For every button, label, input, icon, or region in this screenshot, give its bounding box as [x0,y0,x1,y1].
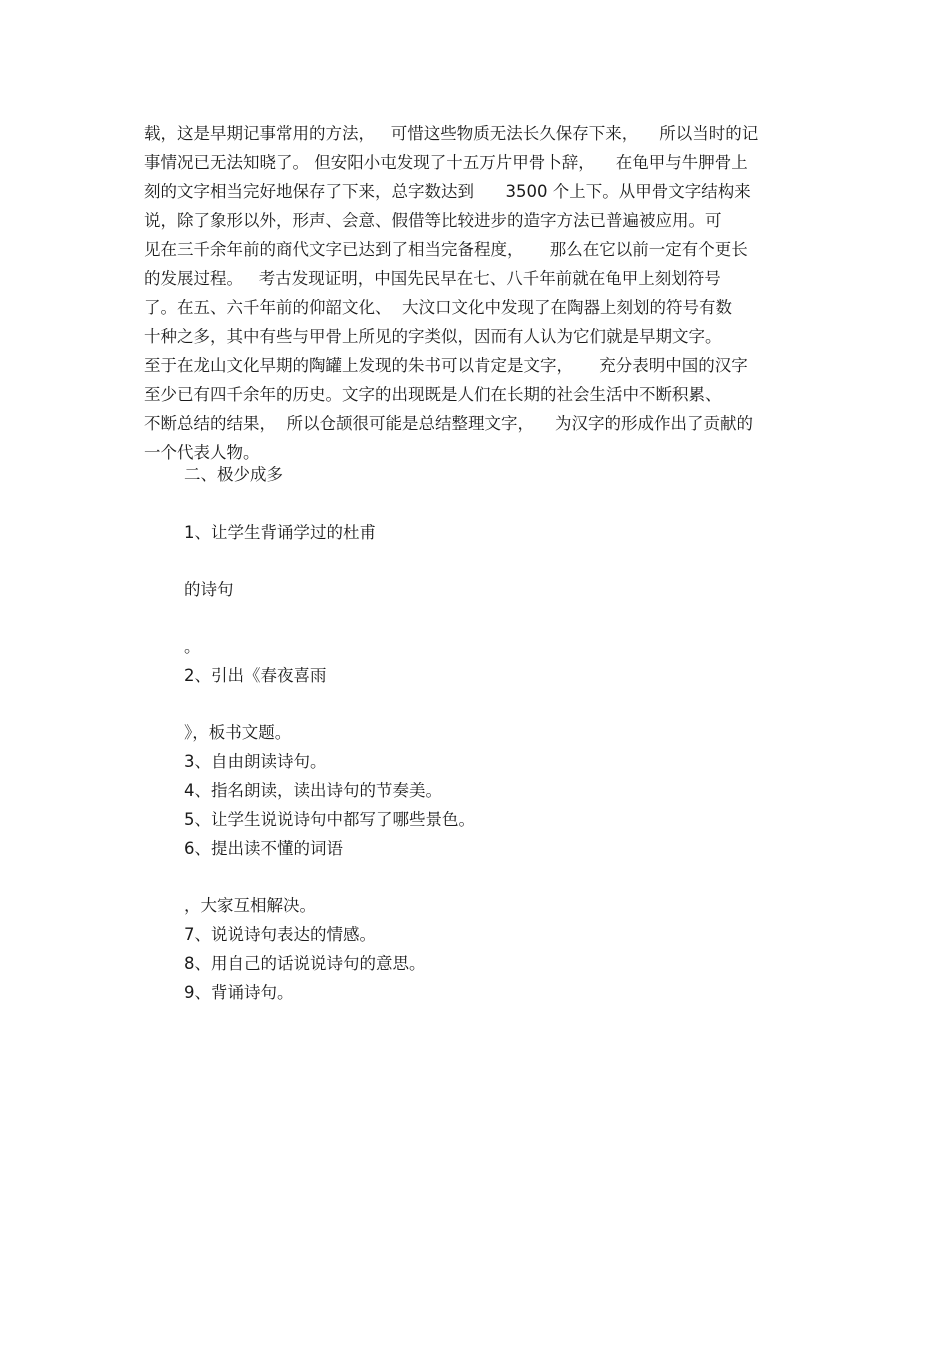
step-item: 1、让学生背诵学过的杜甫 [184,523,376,542]
paragraph-line: 了。在五、六千年前的仰韶文化、 大汶口文化中发现了在陶器上刻划的符号有数 [144,298,732,317]
paragraph-line: 事情况已无法知晓了。 但安阳小屯发现了十五万片甲骨卜辞， 在龟甲与牛胛骨上 [144,153,748,172]
step-item: 5、让学生说说诗句中都写了哪些景色。 [184,810,475,829]
step-item: 3、自由朗读诗句。 [184,752,327,771]
step-item: 9、背诵诗句。 [184,983,294,1002]
step-item: 的诗句 [184,580,234,599]
paragraph-line: 一个代表人物。 [144,443,260,462]
step-item: 4、指名朗读，读出诗句的节奏美。 [184,781,442,800]
step-item: 6、提出读不懂的词语 [184,839,343,858]
step-item: ，大家互相解决。 [184,896,316,915]
body-paragraph [144,119,824,467]
step-item: 2、引出《春夜喜雨 [184,666,327,685]
step-item: 7、说说诗句表达的情感。 [184,925,376,944]
paragraph-line: 见在三千余年前的商代文字已达到了相当完备程度， 那么在它以前一定有个更长 [144,240,748,259]
step-item: 》，板书文题。 [184,723,292,742]
paragraph-line: 至少已有四千余年的历史。文字的出现既是人们在长期的社会生活中不断积累、 [144,385,722,404]
step-item: 。 [184,637,201,656]
paragraph-line: 的发展过程。 考古发现证明，中国先民早在七、八千年前就在龟甲上刻划符号 [144,269,721,288]
paragraph-line: 至于在龙山文化早期的陶罐上发现的朱书可以肯定是文字， 充分表明中国的汉字 [144,356,748,375]
paragraph-line: 说，除了象形以外，形声、会意、假借等比较进步的造字方法已普遍被应用。可 [144,211,722,230]
paragraph-line: 不断总结的结果， 所以仓颉很可能是总结整理文字， 为汉字的形成作出了贡献的 [144,414,753,433]
paragraph-line: 载，这是早期记事常用的方法， 可惜这些物质无法长久保存下来， 所以当时的记 [144,124,759,143]
step-item: 8、用自己的话说说诗句的意思。 [184,954,426,973]
paragraph-line: 刻的文字相当完好地保存了下来，总字数达到 3500 个上下。从甲骨文字结构来 [144,182,751,201]
section-heading: 二、极少成多 [184,465,283,484]
paragraph-line: 十种之多，其中有些与甲骨上所见的字类似，因而有人认为它们就是早期文字。 [144,327,722,346]
